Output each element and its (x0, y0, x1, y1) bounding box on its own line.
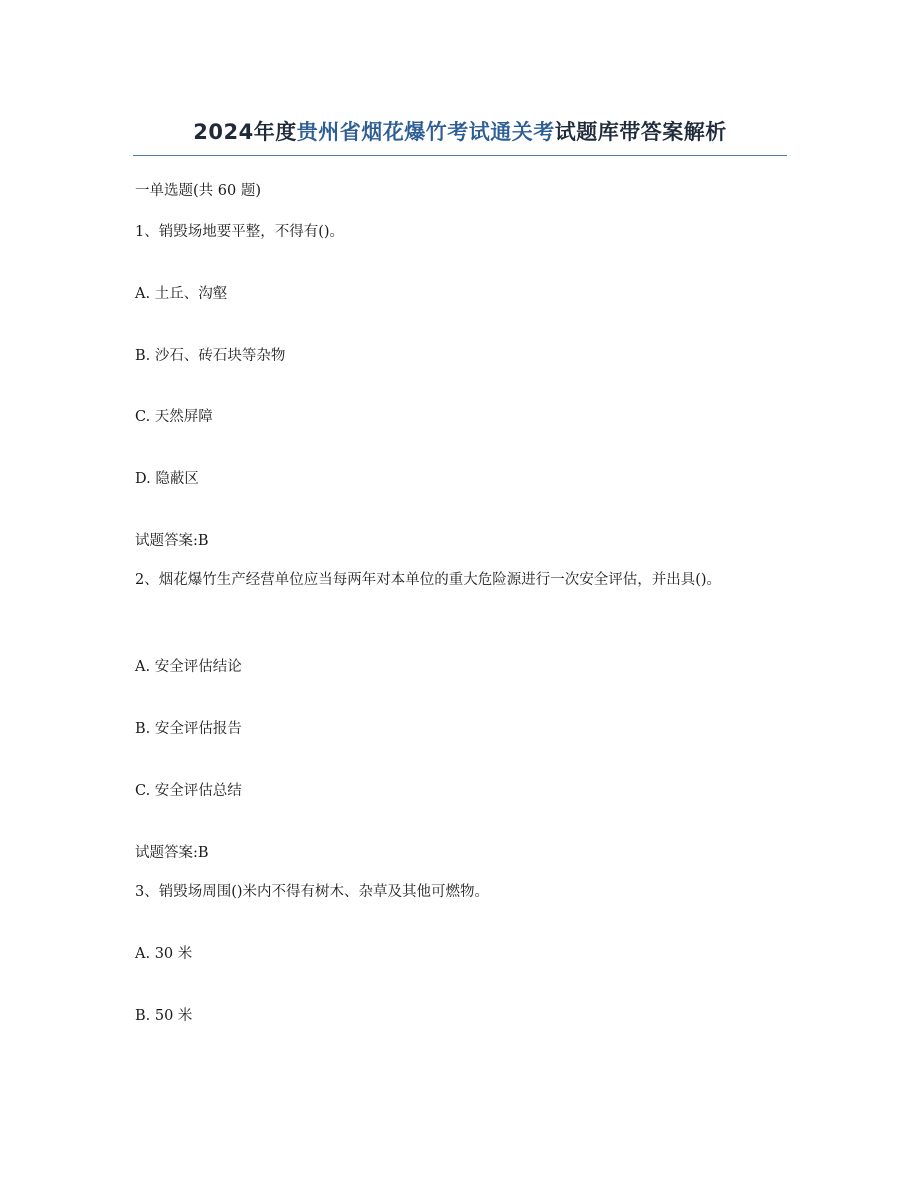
question-2-stem: 2、烟花爆竹生产经营单位应当每两年对本单位的重大危险源进行一次安全评估，并出具()。 (135, 572, 722, 588)
title-underline (133, 155, 787, 156)
question-1-option-b: B. 沙石、砖石块等杂物 (135, 348, 286, 364)
question-1-stem: 1、销毁场地要平整，不得有()。 (135, 224, 345, 240)
question-3-stem: 3、销毁场周围()米内不得有树木、杂草及其他可燃物。 (135, 884, 490, 900)
section-header: 一单选题(共 60 题) (135, 183, 261, 199)
question-2-answer: 试题答案:B (135, 845, 209, 861)
question-3-option-a: A. 30 米 (135, 946, 193, 962)
title-suffix: 试题库带答案解析 (554, 120, 727, 144)
question-1-option-d: D. 隐蔽区 (135, 471, 199, 487)
question-2-option-b: B. 安全评估报告 (135, 721, 242, 737)
question-1-answer: 试题答案:B (135, 533, 209, 549)
question-3-option-b: B. 50 米 (135, 1008, 193, 1024)
page-title (133, 116, 787, 146)
title-highlight: 贵州省烟花爆竹考试通关考 (296, 120, 555, 144)
question-1-option-a: A. 土丘、沟壑 (135, 286, 228, 302)
question-2-option-c: C. 安全评估总结 (135, 783, 242, 799)
question-1-option-c: C. 天然屏障 (135, 409, 213, 425)
question-2-option-a: A. 安全评估结论 (135, 659, 242, 675)
title-year: 2024年度 (193, 120, 297, 144)
